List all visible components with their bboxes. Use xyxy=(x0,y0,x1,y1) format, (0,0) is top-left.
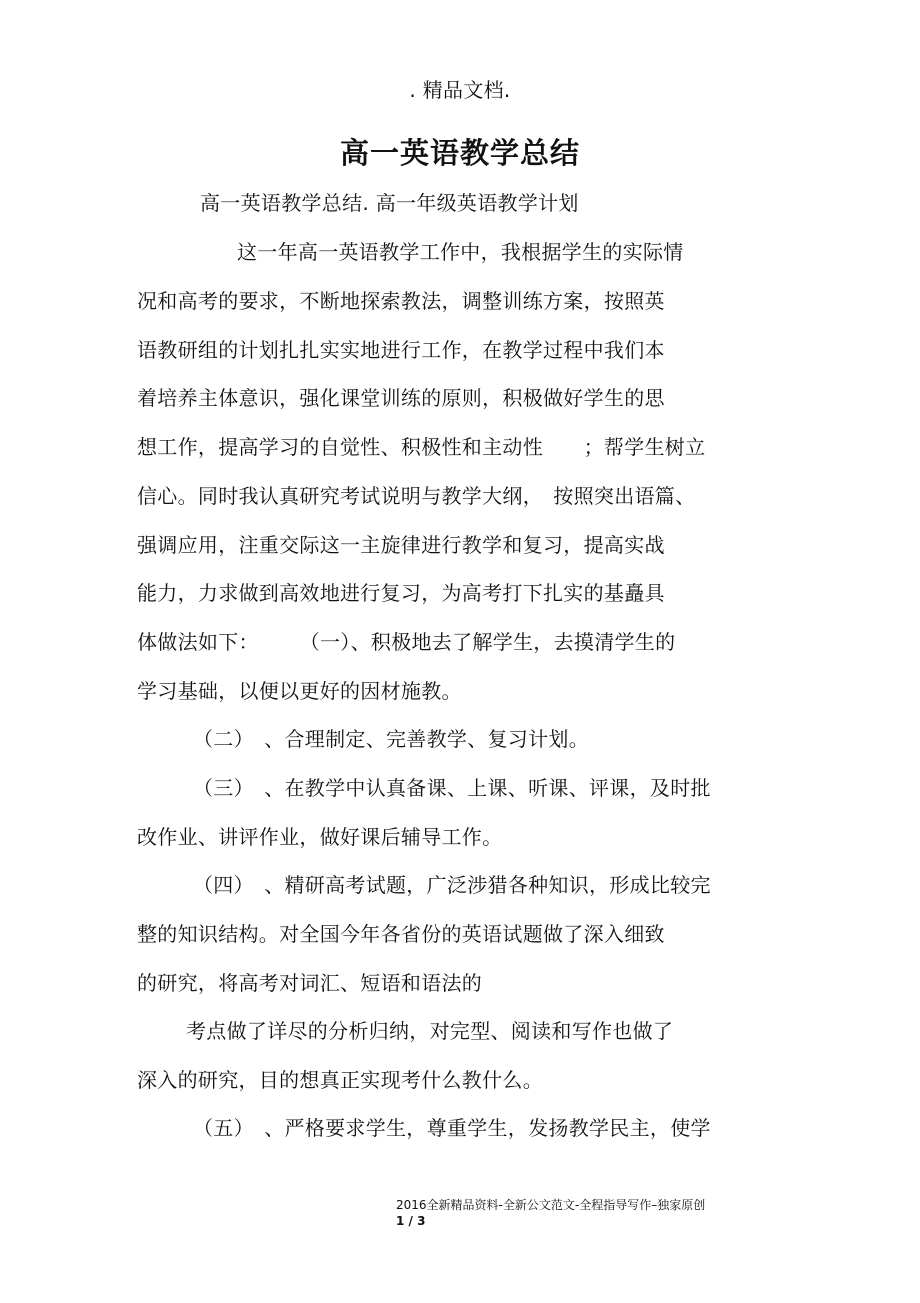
paragraph-line: 强调应用，注重交际这一主旋律进行教学和复习，提高实战 xyxy=(137,533,665,557)
paragraph-line: 整的知识结构。对全国今年各省份的英语试题做了深入细致 xyxy=(137,922,665,946)
paragraph-line: 想工作，提高学习的自觉性、积极性和主动性 ；帮学生树立 xyxy=(137,435,706,459)
paragraph-line: 信心。同时我认真研究考试说明与教学大纲， 按照突出语篇、 xyxy=(137,484,696,508)
document-title: 高一英语教学总结 xyxy=(339,136,580,170)
header-mark: . 精品文档. xyxy=(409,78,511,102)
list-item-line: （二） 、合理制定、完善教学、复习计划。 xyxy=(193,727,589,751)
paragraph-line: 着培养主体意识，强化课堂训练的原则，积极做好学生的思 xyxy=(137,386,665,410)
paragraph-line: 能力，力求做到高效地进行复习，为高考打下扎实的基矗具 xyxy=(137,581,665,605)
document-subtitle: 高一英语教学总结. 高一年级英语教学计划 xyxy=(200,191,579,215)
footer-text: 2016全新精品资料-全新公文范文-全程指导写作–独家原创 xyxy=(396,1198,706,1212)
paragraph-line: 况和高考的要求，不断地探索教法，调整训练方案，按照英 xyxy=(137,289,665,313)
paragraph-line: 学习基础，以便以更好的因材施教。 xyxy=(137,679,462,703)
paragraph-line: 的研究，将高考对词汇、短语和语法的 xyxy=(137,971,483,995)
list-item-line: （四） 、精研高考试题，广泛涉猎各种知识，形成比较完 xyxy=(193,873,711,897)
list-item-line: （三） 、在教学中认真备课、上课、听课、评课，及时批 xyxy=(193,776,711,800)
paragraph-line: 考点做了详尽的分析归纳，对完型、阅读和写作也做了 xyxy=(186,1019,674,1043)
paragraph-line: 体做法如下： （一）、积极地去了解学生，去摸清学生的 xyxy=(137,630,676,654)
paragraph-line: 语教研组的计划扎扎实实地进行工作，在教学过程中我们本 xyxy=(137,338,665,362)
paragraph-line: 这一年高一英语教学工作中，我根据学生的实际情 xyxy=(237,240,684,264)
paragraph-line: 深入的研究，目的想真正实现考什么教什么。 xyxy=(137,1068,543,1092)
paragraph-line: 改作业、讲评作业，做好课后辅导工作。 xyxy=(137,825,503,849)
page-number: 1 / 3 xyxy=(396,1214,426,1228)
list-item-line: （五） 、严格要求学生，尊重学生，发扬教学民主，使学 xyxy=(193,1116,711,1140)
